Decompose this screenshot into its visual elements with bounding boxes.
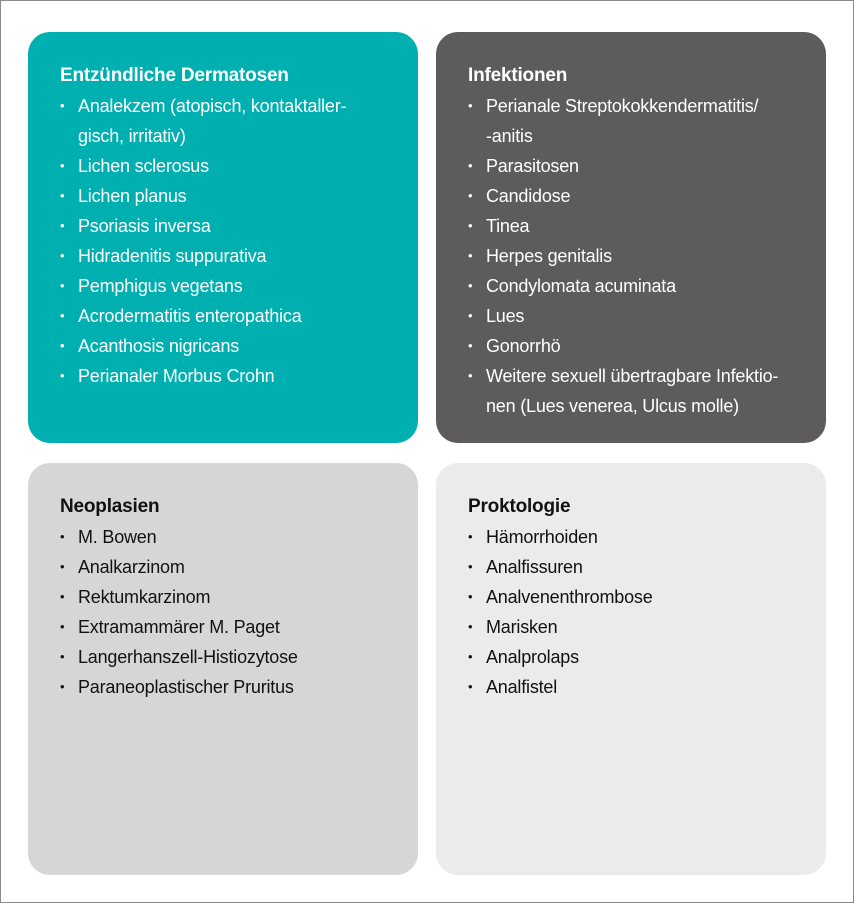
- list-item: • Psoriasis inversa: [60, 211, 400, 241]
- list-item: • Tinea: [468, 211, 808, 241]
- list-item: • Analekzem (atopisch, kontaktaller- gisch, irritativ): [60, 91, 400, 151]
- item-list: [60, 522, 400, 702]
- list-item: • Weitere sexuell übertragbare Infektio- nen (Lues venerea, Ulcus molle): [468, 361, 808, 421]
- list-item: • Candidose: [468, 181, 808, 211]
- card-inflammatory-dermatoses: [28, 32, 418, 443]
- card-title: Proktologie: [468, 496, 571, 517]
- list-item: • Marisken: [468, 612, 808, 642]
- list-item: • Herpes genitalis: [468, 241, 808, 271]
- list-item: • Rektumkarzinom: [60, 582, 400, 612]
- list-item: • Perianaler Morbus Crohn: [60, 361, 400, 391]
- list-item: • Analfissuren: [468, 552, 808, 582]
- list-item: • Analfistel: [468, 672, 808, 702]
- list-item: • Pemphigus vegetans: [60, 271, 400, 301]
- list-item: • Lichen planus: [60, 181, 400, 211]
- list-item: • Lichen sclerosus: [60, 151, 400, 181]
- card-infections: [436, 32, 826, 443]
- item-list: [60, 91, 400, 391]
- list-item: • M. Bowen: [60, 522, 400, 552]
- list-item: • Acrodermatitis enteropathica: [60, 301, 400, 331]
- card-neoplasias: [28, 463, 418, 875]
- list-item: • Langerhanszell-Histiozytose: [60, 642, 400, 672]
- card-title: Neoplasien: [60, 496, 160, 517]
- list-item: • Paraneoplastischer Pruritus: [60, 672, 400, 702]
- list-item: • Analprolaps: [468, 642, 808, 672]
- item-list: [468, 522, 808, 702]
- list-item: • Hämorrhoiden: [468, 522, 808, 552]
- item-list: [468, 91, 808, 421]
- list-item: • Parasitosen: [468, 151, 808, 181]
- list-item: • Lues: [468, 301, 808, 331]
- card-proctology: [436, 463, 826, 875]
- card-title: Entzündliche Dermatosen: [60, 65, 289, 86]
- list-item: • Condylomata acuminata: [468, 271, 808, 301]
- card-title: Infektionen: [468, 65, 568, 86]
- list-item: • Hidradenitis suppurativa: [60, 241, 400, 271]
- list-item: • Extramammärer M. Paget: [60, 612, 400, 642]
- list-item: • Gonorrhö: [468, 331, 808, 361]
- list-item: • Analkarzinom: [60, 552, 400, 582]
- list-item: • Analvenenthrombose: [468, 582, 808, 612]
- list-item: • Acanthosis nigricans: [60, 331, 400, 361]
- list-item: • Perianale Streptokokkendermatitis/ -anitis: [468, 91, 808, 151]
